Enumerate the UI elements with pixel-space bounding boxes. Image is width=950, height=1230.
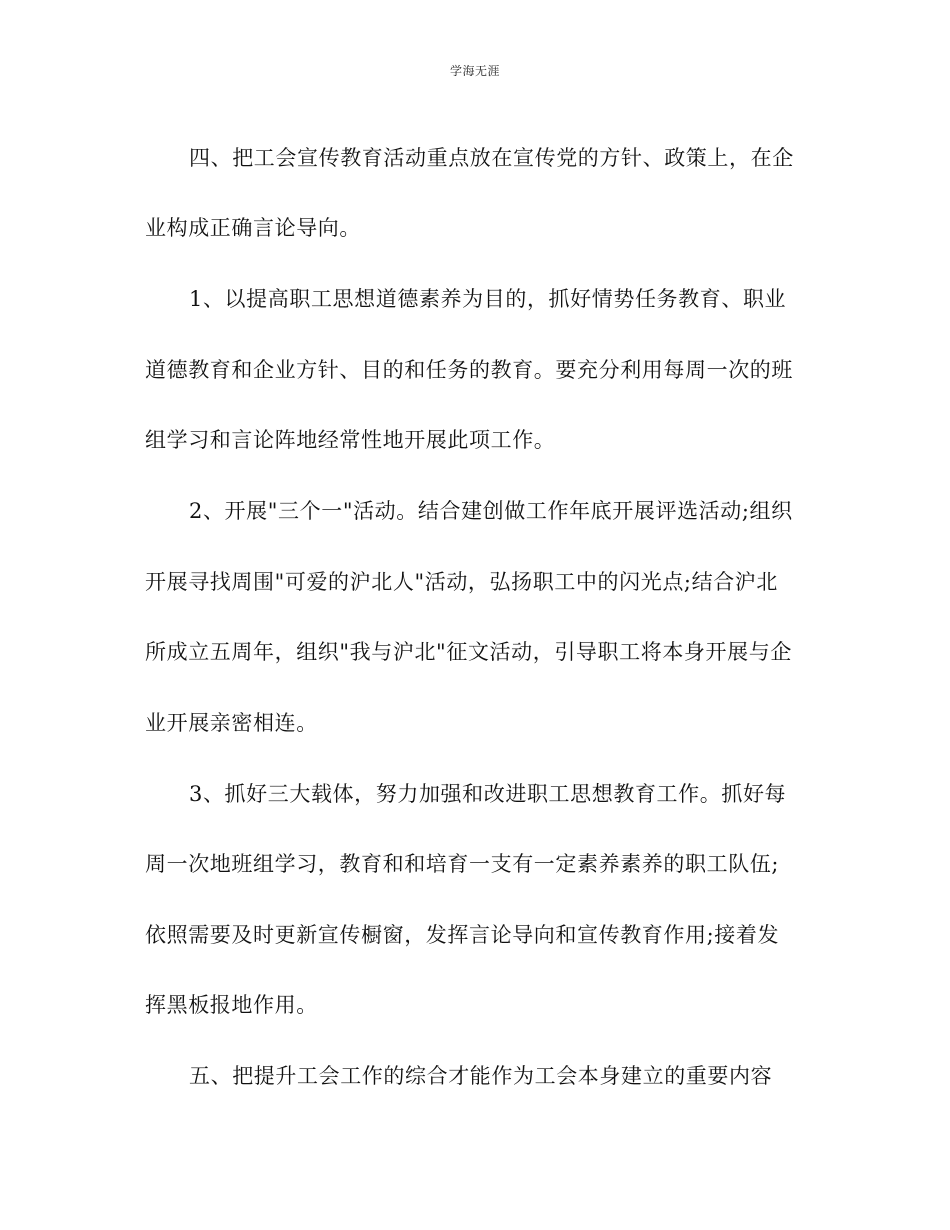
paragraph-3-line-4: 挥黑板报地作用。 — [145, 993, 318, 1017]
paragraph-2-line-3: 所成立五周年，组织"我与沪北"征文活动，引导职工将本身开展与企 — [145, 640, 792, 664]
paragraph-2-line-1: 2、开展"三个一"活动。结合建创做工作年底开展评选活动;组织 — [189, 499, 793, 523]
paragraph-1-line-1: 1、以提高职工思想道德素养为目的，抓好情势任务教育、职业 — [189, 287, 787, 311]
paragraph-2-line-4: 业开展亲密相连。 — [145, 711, 318, 735]
heading-section-4-line-1: 四、把工会宣传教育活动重点放在宣传党的方针、政策上，在企 — [189, 146, 794, 170]
paragraph-2-line-2: 开展寻找周围"可爱的沪北人"活动，弘扬职工中的闪光点;结合沪北 — [145, 570, 778, 594]
paragraph-1-line-3: 组学习和言论阵地经常性地开展此项工作。 — [145, 428, 556, 452]
paragraph-3-line-1: 3、抓好三大载体，努力加强和改进职工思想教育工作。抓好每 — [189, 782, 787, 806]
page-header: 学海无涯 — [449, 64, 500, 78]
paragraph-1-line-2: 道德教育和企业方针、目的和任务的教育。要充分利用每周一次的班 — [145, 358, 793, 382]
heading-section-5: 五、把提升工会工作的综合才能作为工会本身建立的重要内容 — [189, 1064, 773, 1088]
paragraph-3-line-3: 依照需要及时更新宣传橱窗，发挥言论导向和宣传教育作用;接着发 — [145, 923, 780, 947]
heading-section-4-line-2: 业构成正确言论导向。 — [145, 216, 361, 240]
paragraph-3-line-2: 周一次地班组学习，教育和和培育一支有一定素养素养的职工队伍; — [145, 852, 780, 876]
